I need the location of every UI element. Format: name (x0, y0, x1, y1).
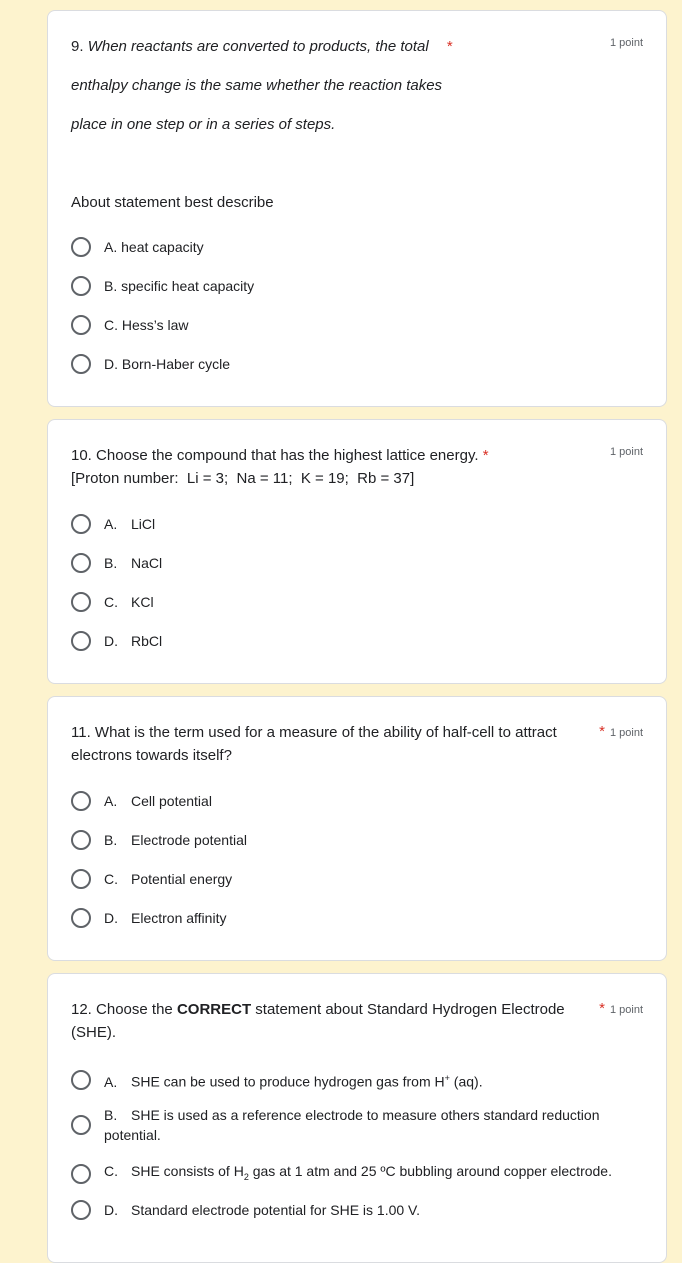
question-card-11 (47, 696, 667, 961)
radio-button[interactable] (71, 354, 91, 374)
option-a[interactable] (71, 1068, 643, 1092)
question-text: Choose the compound that has the highest lattice energy. (96, 447, 479, 464)
option-label: D. RbCl (104, 633, 163, 649)
required-asterisk: * (599, 1000, 605, 1017)
option-a[interactable] (71, 237, 643, 257)
question-header (71, 444, 643, 490)
radio-button[interactable] (71, 237, 91, 257)
question-title (71, 444, 573, 490)
option-label: A. Cell potential (104, 793, 212, 809)
radio-button[interactable] (71, 514, 91, 534)
question-text-emphasis: CORRECT (176, 1001, 252, 1018)
question-text-line: enthalpy change is the same whether the reaction takes (71, 77, 443, 94)
question-header (71, 721, 643, 767)
points-label: * 1 point (599, 723, 643, 740)
option-label: A. heat capacity (104, 239, 204, 255)
option-label: D. Born-Haber cycle (104, 356, 231, 372)
option-label: C. KCl (104, 594, 154, 610)
question-card-10 (47, 419, 667, 684)
question-header (71, 35, 643, 136)
option-d[interactable] (71, 354, 643, 374)
option-b[interactable] (71, 553, 643, 573)
question-number: 10. (71, 447, 92, 464)
option-a[interactable] (71, 514, 643, 534)
option-label: B. SHE is used as a reference electrode to measure others standard reduction potential. (104, 1107, 600, 1143)
question-number: 11. (71, 724, 91, 741)
radio-button[interactable] (71, 315, 91, 335)
option-label: A. LiCl (104, 516, 156, 532)
question-text: What is the term used for a measure of the ability of half-cell to attract electrons towards itself? (71, 724, 557, 764)
radio-button[interactable] (71, 631, 91, 651)
option-c[interactable] (71, 869, 643, 889)
question-prompt: About statement best describe (71, 194, 274, 211)
option-b[interactable] (71, 1105, 643, 1145)
option-c[interactable] (71, 592, 643, 612)
question-card-9 (47, 10, 667, 407)
option-d[interactable] (71, 631, 643, 651)
question-text-line: place in one step or in a series of steps. (71, 116, 336, 133)
radio-button[interactable] (71, 908, 91, 928)
question-title (71, 998, 577, 1044)
radio-button[interactable] (71, 1164, 91, 1184)
question-text-line: When reactants are converted to products, the total (87, 38, 429, 55)
question-header (71, 998, 643, 1044)
question-text: Choose the (96, 1001, 173, 1018)
required-asterisk: * (446, 38, 453, 55)
points-label: * 1 point (599, 1000, 643, 1017)
radio-button[interactable] (71, 592, 91, 612)
radio-button[interactable] (71, 830, 91, 850)
option-label: A. SHE can be used to produce hydrogen gas from H+ (aq). (104, 1073, 483, 1090)
option-label: D. Electron affinity (104, 910, 227, 926)
option-label: B. Electrode potential (104, 832, 247, 848)
option-d[interactable] (71, 908, 643, 928)
question-subtext: [Proton number: Li = 3; Na = 11; K = 19; Rb = 37] (71, 470, 415, 487)
option-label: B. specific heat capacity (104, 278, 255, 294)
required-asterisk: * (482, 447, 489, 464)
points-label: 1 point (609, 446, 643, 458)
question-text: statement about Standard Hydrogen Electrode (SHE). (71, 1001, 565, 1041)
radio-button[interactable] (71, 276, 91, 296)
option-a[interactable] (71, 791, 643, 811)
option-label: C. Potential energy (104, 871, 233, 887)
radio-button[interactable] (71, 791, 91, 811)
question-title (71, 35, 573, 136)
option-label: B. NaCl (104, 555, 163, 571)
radio-button[interactable] (71, 1070, 91, 1090)
question-title (71, 721, 577, 767)
question-number: 12. (71, 1001, 92, 1018)
radio-button[interactable] (71, 553, 91, 573)
option-label: C. SHE consists of $H_2$ gas at 1 atm and 25 ºC bubbling around copper electrode. (104, 1163, 612, 1182)
option-b[interactable] (71, 830, 643, 850)
option-c[interactable] (71, 1161, 643, 1187)
question-card-12 (47, 973, 667, 1263)
option-label: C. Hess’s law (104, 317, 189, 333)
option-c[interactable] (71, 315, 643, 335)
option-label: D. Standard electrode potential for SHE is 1.00 V. (104, 1202, 420, 1218)
points-label: 1 point (609, 37, 643, 49)
option-b[interactable] (71, 276, 643, 296)
radio-button[interactable] (71, 869, 91, 889)
radio-button[interactable] (71, 1115, 91, 1135)
question-number: 9. (71, 38, 84, 55)
radio-button[interactable] (71, 1200, 91, 1220)
option-d[interactable] (71, 1200, 643, 1220)
required-asterisk: * (599, 723, 605, 740)
